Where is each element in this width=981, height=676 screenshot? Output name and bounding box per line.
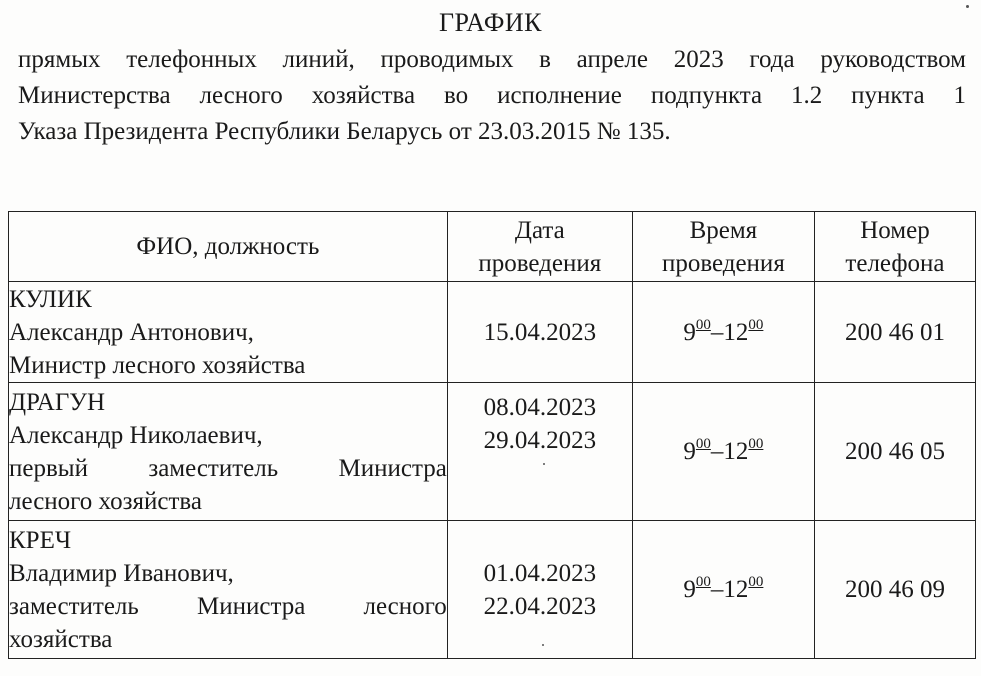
header-time-line-2: проведения [661,249,785,277]
header-date-line-2: проведения [478,249,602,277]
official-surname: КРЕЧ [9,526,72,554]
intro-line-3: Указа Президента Республики Беларусь от 23.03.2015 № 135. [18,118,671,145]
scan-speck [542,644,544,646]
document-intro [18,42,966,150]
date-value: 29.04.2023 [483,427,597,454]
header-name: ФИО, должность [9,212,448,282]
document-title: ГРАФИК [439,8,542,37]
time-end-hour: 12 [723,318,749,346]
time-start-hour: 9 [683,318,696,346]
official-position-line: хозяйства [9,625,113,653]
intro-line-2: Министерства лесного хозяйства во исполнение подпункта 1.2 пункта 1 [18,82,966,109]
header-time [632,212,814,282]
scan-speck [966,5,969,8]
scan-speck [543,463,545,465]
header-phone-line-1: Номер [860,216,930,244]
date-value: 22.04.2023 [483,592,597,620]
date-cell [447,521,632,659]
time-start-hour: 9 [683,438,696,465]
date-cell [447,383,632,521]
header-date-line-1: Дата [514,216,565,244]
official-cell [9,282,448,383]
official-cell [9,383,448,521]
time-separator: – [710,438,724,465]
date-value: 01.04.2023 [483,559,597,587]
official-position-line: Министр лесного хозяйства [9,351,306,379]
phone-cell: 200 46 01 [814,282,975,383]
official-name: Владимир Иванович, [9,559,234,587]
official-name: Александр Николаевич, [9,421,263,449]
time-cell [632,282,814,383]
time-end-hour: 12 [723,576,749,603]
time-end-minutes: 00 [748,316,764,333]
phone-cell: 200 46 09 [814,521,975,659]
official-surname: ДРАГУН [9,388,106,416]
official-position-line: первый заместитель Министра [9,454,447,482]
official-name: Александр Антонович, [9,318,254,346]
time-start-minutes: 00 [695,316,711,333]
table-row [9,282,976,383]
time-start-hour: 9 [683,576,696,603]
table-row [9,521,976,659]
official-position-line: заместитель Министра лесного [9,592,447,620]
time-start-minutes: 00 [695,574,711,590]
schedule-table [8,211,976,659]
official-surname: КУЛИК [9,285,92,313]
date-value: 08.04.2023 [483,394,597,421]
time-cell [632,383,814,521]
header-time-line-1: Время [689,216,758,244]
time-separator: – [710,318,724,346]
official-cell [9,521,448,659]
header-phone-line-2: телефона [845,249,945,277]
phone-cell: 200 46 05 [814,383,975,521]
intro-line-1: прямых телефонных линий, проводимых в апреле 2023 года руководством [18,46,966,73]
date-value: 15.04.2023 [483,318,597,346]
time-end-minutes: 00 [748,574,764,590]
time-separator: – [710,576,724,603]
time-end-minutes: 00 [748,436,764,452]
time-cell [632,521,814,659]
header-date [447,212,632,282]
time-start-minutes: 00 [695,436,711,452]
header-phone [814,212,975,282]
date-cell [447,282,632,383]
table-header-row [9,212,976,282]
table-row [9,383,976,521]
time-end-hour: 12 [723,438,749,465]
official-position-line: лесного хозяйства [9,487,202,515]
